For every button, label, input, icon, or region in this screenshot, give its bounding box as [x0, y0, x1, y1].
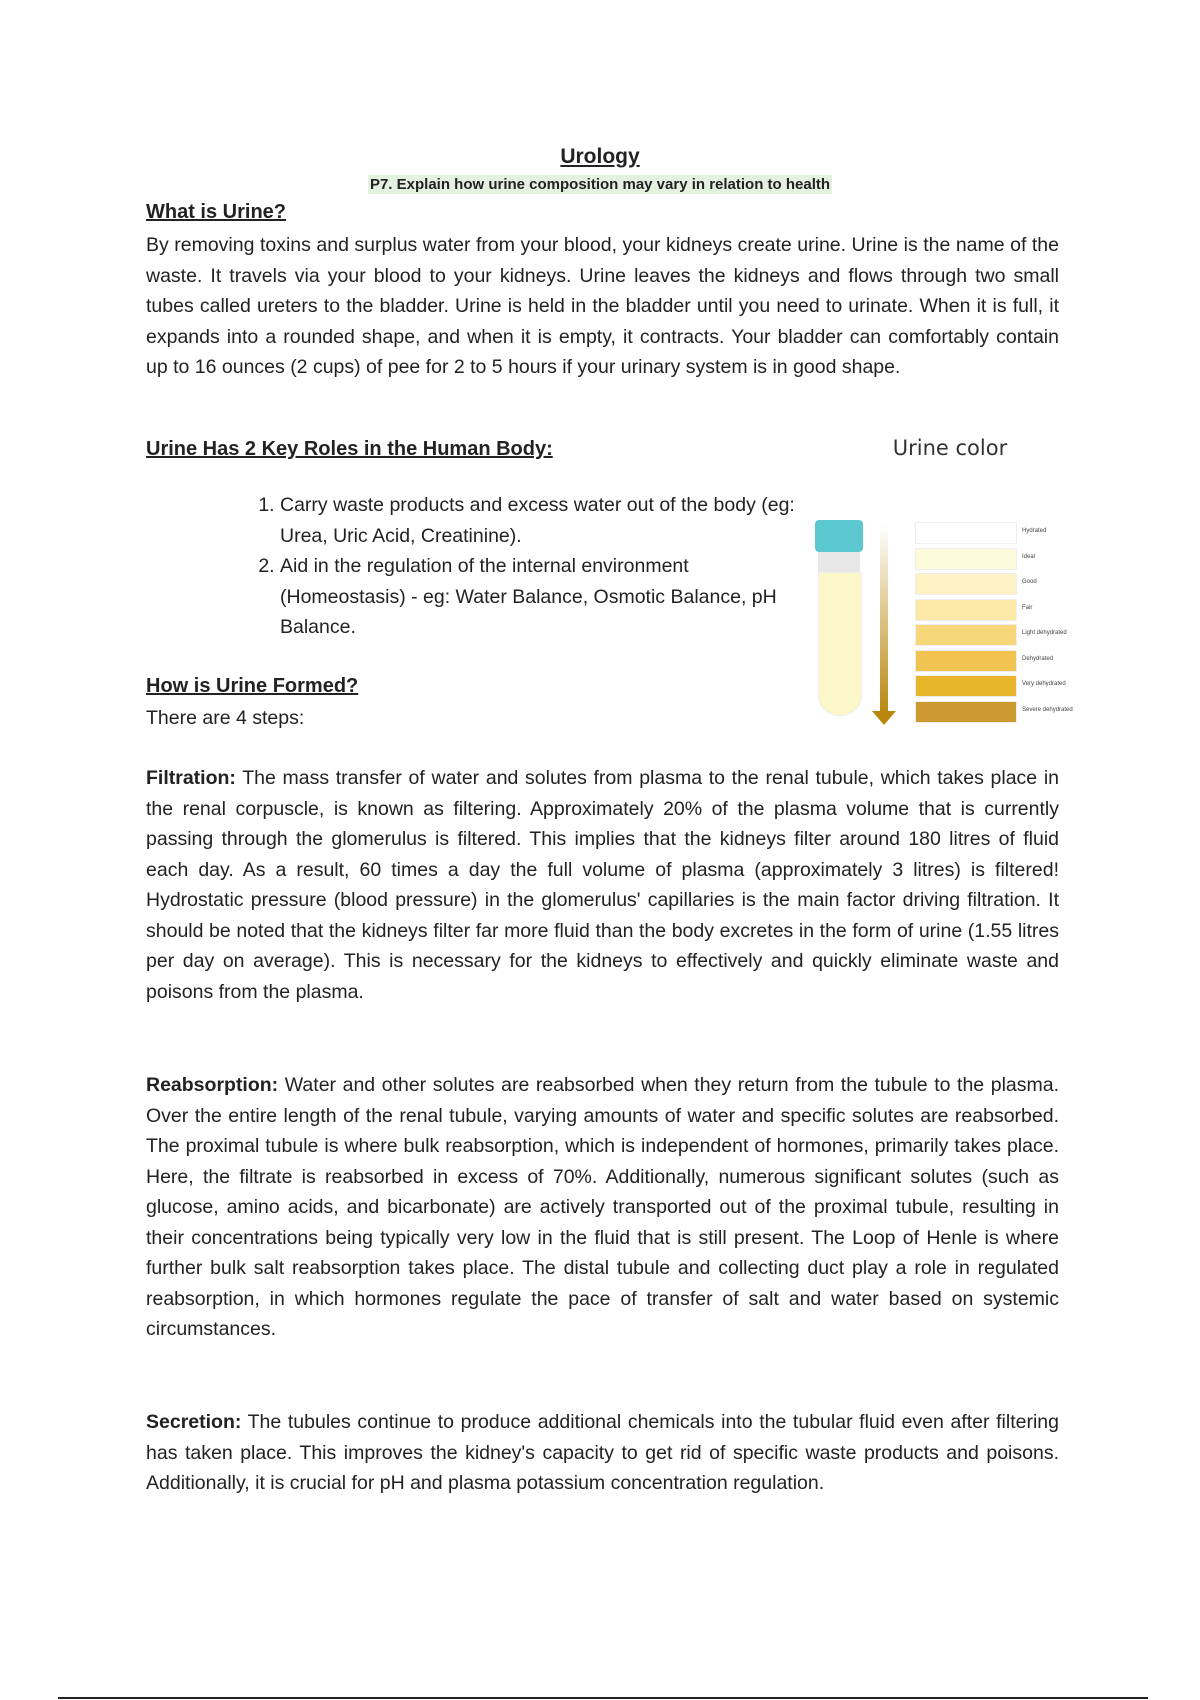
- heading-how-formed: How is Urine Formed?: [146, 675, 359, 697]
- urine-color-chart: [800, 430, 1100, 730]
- color-swatch: [915, 599, 1017, 621]
- page-subtitle: [0, 176, 1200, 194]
- paragraph-reabsorption: [146, 1070, 1059, 1345]
- filtration-text: The mass transfer of water and solutes from plasma to the renal tubule, which takes place in the renal corpuscle, is known as filtering. Approximately 20% of the plasma volume that is currently passing through the glomerulus is filtered. This implies that the kidneys filter around 180 litres of fluid each day. As a result, 60 times a day the full volume of plasma (approximately 3 litres) is filtered! Hydrostatic pressure (blood pressure) in the glomerulus' capillaries is the main factor driving filtration. It should be noted that the kidneys filter far more fluid than the body excretes in the form of urine (1.55 litres per day on average). This is necessary for the kidneys to effectively and quickly eliminate waste and poisons from the plasma.: [146, 767, 1059, 1003]
- swatch-label: Severe dehydrated: [1022, 706, 1073, 713]
- paragraph-secretion: [146, 1407, 1059, 1499]
- swatch-label: Light dehydrated: [1022, 630, 1067, 636]
- swatch-label: Good: [1022, 579, 1037, 585]
- paragraph-what-is-urine: By removing toxins and surplus water from your blood, your kidneys create urine. Urine is the name of the waste. It travels via your blood to your kidneys. Urine leaves the kidneys and flows through two small tubes called ureters to the bladder. Urine is held in the bladder until you need to urinate. When it is full, it expands into a rounded shape, and when it is empty, it contracts. Your bladder can comfortably contain up to 16 ounces (2 cups) of pee for 2 to 5 hours if your urinary system is in good shape.: [146, 234, 1059, 378]
- term-filtration: Filtration:: [146, 767, 236, 789]
- heading-what-is-urine: What is Urine?: [146, 201, 287, 223]
- steps-intro: There are 4 steps:: [146, 707, 305, 729]
- figure-title: Urine color: [892, 436, 1008, 460]
- color-swatch: [915, 624, 1017, 646]
- secretion-text: The tubules continue to produce additional chemicals into the tubular fluid even after filtering has taken place. This improves the kidney's capacity to get rid of specific waste products and poisons. Additionally, it is crucial for pH and plasma potassium concentration regulation.: [146, 1411, 1059, 1494]
- term-reabsorption: Reabsorption:: [146, 1074, 279, 1096]
- swatch-label: Dehydrated: [1022, 655, 1054, 662]
- color-swatch: [915, 675, 1017, 697]
- list-item: 1. Carry waste products and excess water out of the body (eg: Urea, Uric Acid, Creatinine).: [280, 490, 800, 551]
- reabsorption-text: Water and other solutes are reabsorbed when they return from the tubule to the plasma. Over the entire length of the renal tubule, varying amounts of water and specific solutes are reabsorbed. The proximal tubule is where bulk reabsorption, which is independent of hormones, primarily takes place. Here, the filtrate is reabsorbed in excess of 70%. Additionally, numerous significant solutes (such as glucose, amino acids, and bicarbonate) are actively transported out of the proximal tubule, resulting in their concentrations being typically very low in the fluid that is still present. The Loop of Henle is where further bulk salt reabsorption takes place. The distal tubule and collecting duct play a role in regulated reabsorption, in which hormones regulate the pace of transfer of salt and water based on systemic circumstances.: [146, 1074, 1059, 1340]
- subtitle-text: P7. Explain how urine composition may vary in relation to health: [369, 176, 831, 193]
- color-swatch: [915, 650, 1017, 672]
- paragraph-filtration: [146, 763, 1059, 1007]
- double-arrow-icon: [880, 525, 888, 715]
- test-tube-illustration: [815, 520, 861, 720]
- swatch-label: Very dehydrated: [1022, 681, 1066, 687]
- key-roles-list: [240, 490, 800, 643]
- term-secretion: Secretion:: [146, 1411, 242, 1433]
- swatch-label: Ideal: [1022, 553, 1036, 560]
- color-swatch: [915, 573, 1017, 595]
- footer-divider: [58, 1697, 1148, 1699]
- swatch-label: Hydrated: [1022, 528, 1047, 534]
- color-swatch: [915, 522, 1017, 544]
- page-title: Urology: [560, 145, 640, 168]
- color-swatch: [915, 548, 1017, 570]
- list-item: 2. Aid in the regulation of the internal environment (Homeostasis) - eg: Water Balance, Osmotic Balance, pH Balance.: [280, 551, 800, 643]
- swatch-label: Fair: [1022, 604, 1033, 611]
- heading-key-roles: Urine Has 2 Key Roles in the Human Body:: [146, 438, 553, 460]
